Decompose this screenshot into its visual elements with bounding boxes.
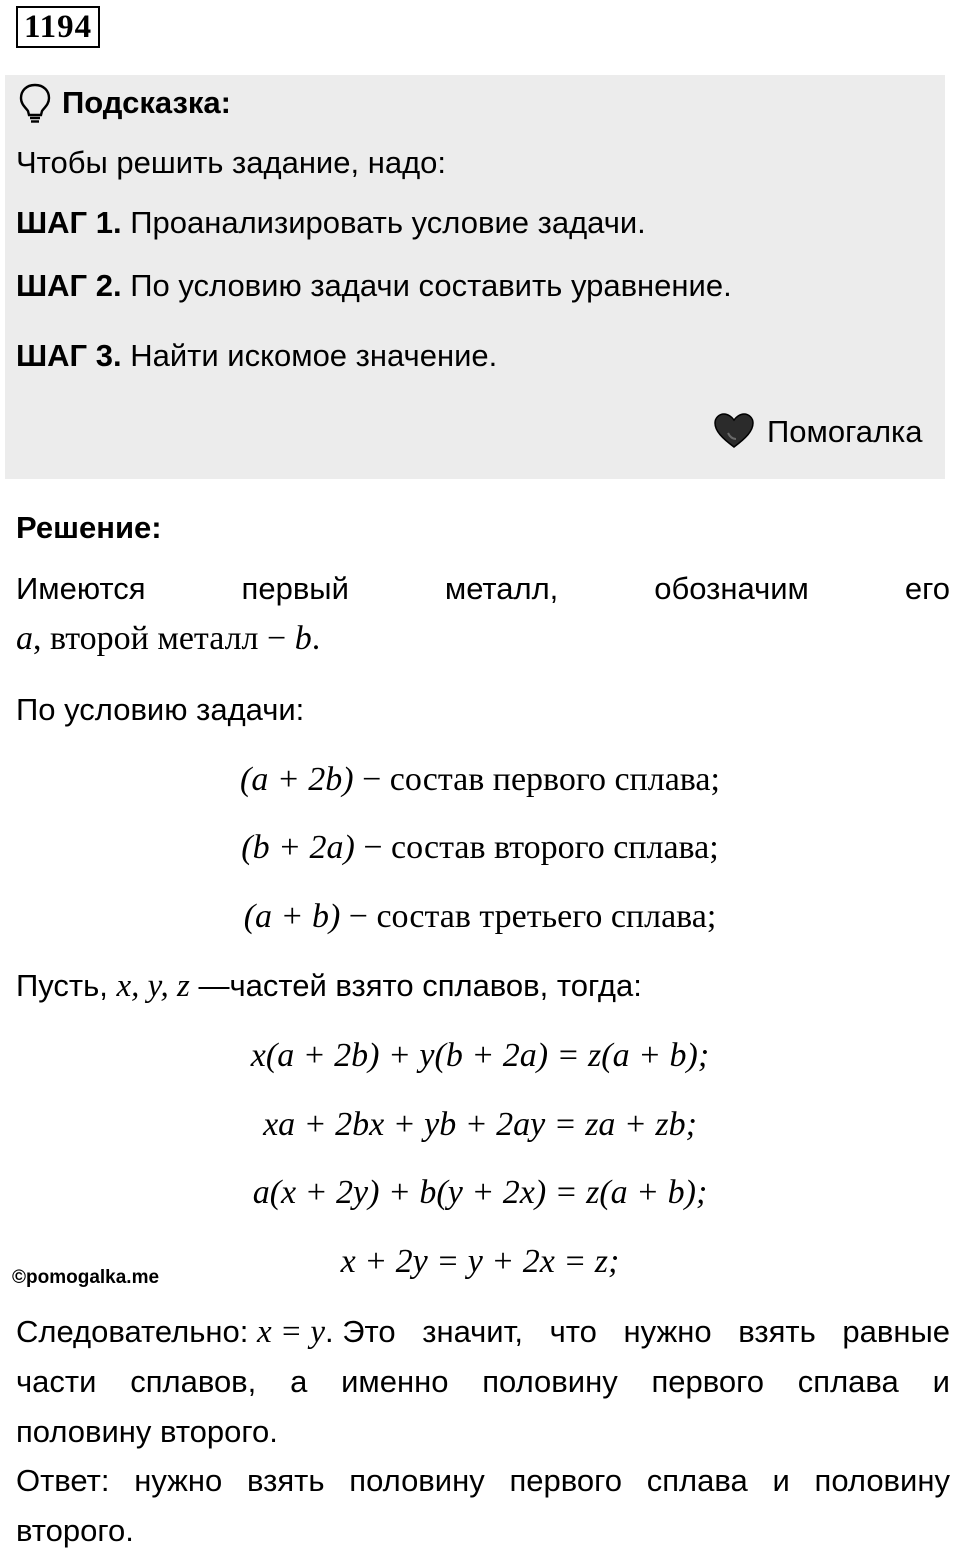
solution-paragraph-line-2: [16, 619, 320, 659]
word: а: [290, 1364, 308, 1399]
var-a: a: [16, 620, 33, 657]
condition-intro: По условию задачи:: [16, 692, 305, 727]
word: половину: [814, 1463, 950, 1498]
text: − состав первого сплава;: [353, 761, 720, 798]
text: , второй металл −: [33, 620, 295, 657]
variables: x, y, z: [116, 968, 190, 1004]
word: равные: [842, 1314, 950, 1349]
step-label: ШАГ 2.: [16, 268, 122, 303]
word: сплавов,: [130, 1364, 257, 1399]
conclusion-line-1: [16, 1313, 950, 1351]
word: нужно: [623, 1314, 712, 1349]
text: − состав второго сплава;: [354, 829, 719, 866]
composition-2: [0, 828, 960, 868]
word: что: [549, 1314, 597, 1349]
answer-line-1: [16, 1462, 950, 1500]
word: нужно: [134, 1463, 223, 1498]
watermark: ©pomogalka.me: [12, 1267, 160, 1288]
word: металл,: [444, 571, 559, 606]
word: и: [932, 1364, 950, 1399]
answer-line-2: второго.: [16, 1513, 134, 1548]
step-label: ШАГ 3.: [16, 338, 122, 373]
step-text: Найти искомое значение.: [130, 338, 498, 373]
word: сплава: [646, 1463, 748, 1498]
expression: (a + b): [243, 898, 341, 935]
word: половину: [482, 1364, 618, 1399]
solution-title: Решение:: [16, 510, 162, 545]
word: . Это: [325, 1314, 396, 1349]
conclusion-line-2: [16, 1363, 950, 1401]
text-run: [16, 1313, 396, 1351]
problem-number: 1194: [16, 6, 100, 48]
word: его: [904, 571, 950, 606]
equation-4: x + 2y = y + 2x = z;: [340, 1243, 620, 1280]
heart-icon: [712, 412, 756, 455]
composition-3: [0, 897, 960, 937]
hint-intro: Чтобы решить задание, надо:: [16, 145, 447, 180]
let-line: [16, 967, 642, 1005]
expression: (b + 2a): [241, 829, 355, 866]
word: первый: [241, 571, 349, 606]
text: .: [311, 620, 321, 657]
word: сплава: [797, 1364, 899, 1399]
word: взять: [247, 1463, 325, 1498]
step-label: ШАГ 1.: [16, 205, 122, 240]
word: и: [772, 1463, 790, 1498]
text: − состав третьего сплава;: [340, 898, 717, 935]
equation: x = y: [256, 1314, 325, 1350]
solution-paragraph-line-1: [16, 570, 950, 608]
expression: (a + 2b): [240, 761, 354, 798]
hint-step-3: [16, 337, 497, 375]
lightbulb-icon: [18, 82, 52, 129]
word: Имеются: [16, 571, 146, 606]
word: первого: [651, 1364, 764, 1399]
conclusion-line-3: половину второго.: [16, 1414, 278, 1449]
step-text: Проанализировать условие задачи.: [130, 205, 646, 240]
equation-1: x(a + 2b) + y(b + 2a) = z(a + b);: [250, 1037, 710, 1074]
word: половину: [349, 1463, 485, 1498]
word: первого: [509, 1463, 622, 1498]
hint-step-1: [16, 204, 646, 242]
equation-3: a(x + 2y) + b(y + 2x) = z(a + b);: [252, 1174, 708, 1211]
word: части: [16, 1364, 97, 1399]
hint-title: Подсказка:: [62, 85, 231, 120]
text: —частей взято сплавов, тогда:: [189, 968, 642, 1003]
brand-label: Помогалка: [767, 414, 923, 449]
step-text: По условию задачи составить уравнение.: [130, 268, 732, 303]
text: Пусть,: [16, 968, 117, 1003]
text: Следовательно:: [16, 1314, 257, 1349]
composition-1: [0, 760, 960, 800]
word: взять: [738, 1314, 816, 1349]
word: значит,: [422, 1314, 523, 1349]
equation-2: xa + 2bx + yb + 2ay = za + zb;: [263, 1106, 697, 1143]
word: обозначим: [654, 571, 809, 606]
var-b: b: [294, 620, 312, 657]
word: Ответ:: [16, 1463, 110, 1498]
word: именно: [341, 1364, 449, 1399]
hint-step-2: [16, 267, 732, 305]
